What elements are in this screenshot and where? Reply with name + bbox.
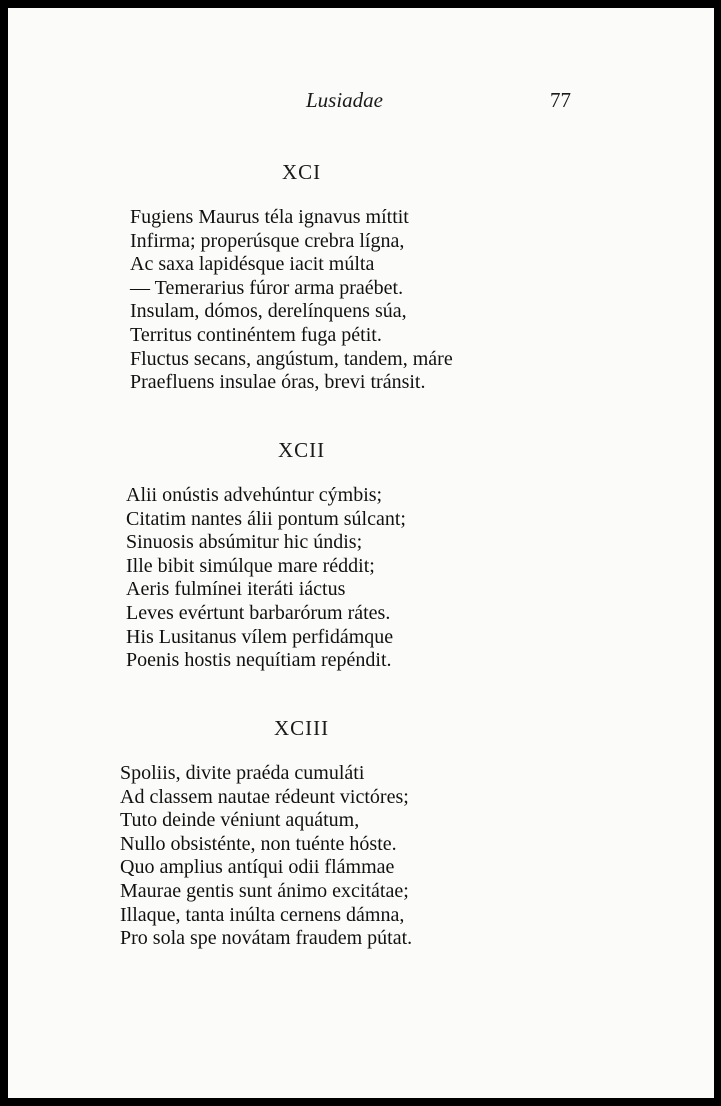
stanza-number: XCII [278, 438, 326, 462]
verse-line: Sinuosis absúmitur hic úndis; [126, 531, 363, 554]
running-header-title: Lusiadae [306, 88, 384, 112]
verse-line: Nullo obsisténte, non tuénte hóste. [120, 832, 397, 855]
verse-line: Ac saxa lapidésque iacit múlta [130, 253, 375, 276]
verse-line: Citatim nantes álii pontum súlcant; [126, 507, 406, 530]
verse-line: Leves evértunt barbarórum rátes. [126, 601, 391, 624]
verse-line: Infirma; properúsque crebra lígna, [130, 229, 405, 252]
verse-line: Insulam, dómos, derelínquens súa, [130, 300, 407, 323]
stanza-number: XCIII [274, 716, 330, 740]
verse-line: Illaque, tanta inúlta cernens dámna, [120, 903, 405, 926]
verse-line: Aeris fulmínei iteráti iáctus [126, 578, 346, 601]
verse-line: Tuto deinde véniunt aquátum, [120, 809, 360, 832]
verse-line: Fluctus secans, angústum, tandem, máre [130, 347, 453, 370]
book-page [8, 8, 714, 1098]
verse-line: — Temerarius fúror arma praébet. [130, 276, 404, 299]
verse-line: His Lusitanus vílem perfidámque [126, 625, 394, 648]
verse-line: Praefluens insulae óras, brevi tránsit. [130, 371, 426, 394]
verse-line: Fugiens Maurus téla ignavus míttit [130, 206, 409, 228]
verse-line: Pro sola spe novátam fraudem pútat. [120, 927, 413, 950]
verse-line: Poenis hostis nequítiam repéndit. [126, 649, 392, 672]
stanza-lines [130, 206, 453, 395]
verse-line: Spoliis, divite praéda cumuláti [120, 762, 365, 784]
verse-line: Alii onústis advehúntur cýmbis; [126, 484, 383, 506]
stanza-number: XCI [282, 160, 322, 184]
verse-line: Quo amplius antíqui odii flámmae [120, 856, 395, 879]
verse-line: Ad classem nautae rédeunt victóres; [120, 785, 409, 808]
stanza-lines [120, 762, 412, 951]
page-number: 77 [550, 88, 571, 112]
stanza-lines [126, 484, 406, 673]
verse-line: Ille bibit simúlque mare réddit; [126, 554, 375, 577]
verse-line: Territus continéntem fuga pétit. [130, 323, 382, 346]
verse-line: Maurae gentis sunt ánimo excitátae; [120, 879, 409, 902]
